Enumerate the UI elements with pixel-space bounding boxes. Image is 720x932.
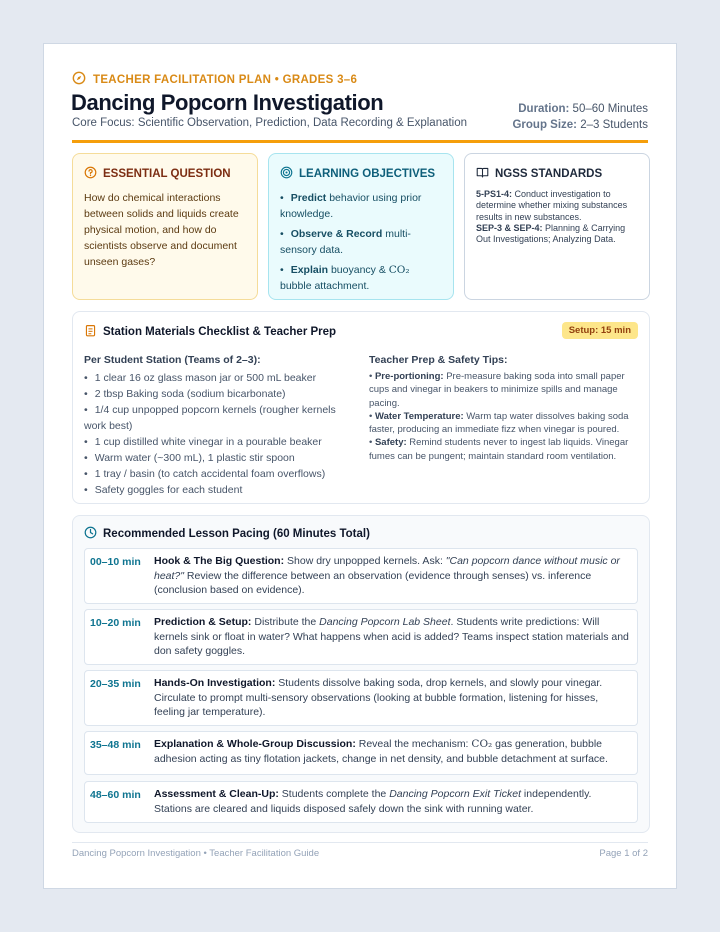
step-title: Assessment & Clean-Up: bbox=[154, 788, 279, 800]
tip-text: Warm tap water dissolves baking soda faster, producing an immediate fizz when vinegar is poured. bbox=[369, 410, 629, 436]
kicker bbox=[72, 71, 357, 88]
step-emphasis: Dancing Popcorn Exit Ticket bbox=[389, 788, 522, 800]
pacing-step bbox=[84, 731, 638, 775]
step-time: 10–20 min bbox=[90, 617, 141, 629]
step-text: gas generation, bubble adhesion acting as tiny flotation jackets, change in net density, and bubble detachment at surface. bbox=[154, 738, 608, 765]
step-text: Reveal the mechanism: bbox=[355, 738, 472, 750]
tip-label: Water Temperature: bbox=[374, 410, 464, 422]
teacher-prep bbox=[369, 354, 639, 463]
materials-list bbox=[84, 370, 354, 498]
step-emphasis: "Can popcorn dance without music or heat?" bbox=[154, 555, 620, 582]
prep-heading: Teacher Prep & Safety Tips: bbox=[369, 354, 508, 366]
step-text: Review the difference between an observation (evidence through senses) vs. inference (conclusion based on evidence). bbox=[154, 569, 592, 596]
pacing-heading bbox=[84, 526, 638, 542]
objective-verb: Predict bbox=[290, 192, 327, 204]
materials-title: Station Materials Checklist & Teacher Prep bbox=[103, 326, 337, 338]
step-time: 48–60 min bbox=[90, 789, 141, 801]
step-time: 35–48 min bbox=[90, 739, 141, 751]
learning-objectives-title: LEARNING OBJECTIVES bbox=[299, 168, 436, 180]
page-footer bbox=[72, 842, 648, 859]
step-description bbox=[154, 787, 630, 816]
co2-formula: CO₂ bbox=[388, 264, 410, 276]
list-item: • 1 clear 16 oz glass mason jar or 500 mL beaker bbox=[84, 370, 354, 386]
standard-code: SEP-3 & SEP-4: bbox=[476, 222, 543, 233]
kicker-text: TEACHER FACILITATION PLAN • GRADES 3–6 bbox=[93, 73, 358, 86]
question-icon bbox=[84, 166, 97, 182]
ngss-standards-card bbox=[464, 153, 650, 300]
materials-card bbox=[72, 311, 650, 504]
objective-verb: Observe & Record bbox=[290, 228, 383, 240]
ngss-heading bbox=[476, 166, 638, 182]
target-icon bbox=[280, 166, 293, 182]
objective-text: multi-sensory data. bbox=[280, 228, 411, 256]
step-description bbox=[154, 676, 630, 720]
essential-question-title: ESSENTIAL QUESTION bbox=[103, 168, 231, 180]
duration-label: Duration: bbox=[518, 103, 570, 115]
pacing-step bbox=[84, 548, 638, 604]
pacing-step bbox=[84, 781, 638, 823]
standard-code: 5-PS1-4: bbox=[476, 189, 513, 199]
list-item: • 1/4 cup unpopped popcorn kernels (rougher kernels work best) bbox=[84, 402, 354, 434]
essential-question-heading bbox=[84, 166, 246, 182]
co2-formula: CO₂ bbox=[471, 738, 493, 750]
step-title: Hook & The Big Question: bbox=[154, 555, 285, 567]
pacing-step bbox=[84, 609, 638, 665]
clock-icon bbox=[84, 526, 97, 542]
objective-item bbox=[280, 190, 442, 222]
step-title: Hands-On Investigation: bbox=[154, 677, 276, 689]
group-size-label: Group Size: bbox=[512, 119, 578, 131]
ngss-text bbox=[476, 189, 638, 245]
setup-time-badge: Setup: 15 min bbox=[562, 322, 638, 339]
objective-text: buoyancy & bbox=[328, 264, 389, 276]
essential-question-card bbox=[72, 153, 258, 300]
clipboard-icon bbox=[84, 324, 97, 340]
accent-divider bbox=[72, 140, 648, 143]
station-heading: Per Student Station (Teams of 2–3): bbox=[84, 354, 261, 366]
step-description bbox=[154, 554, 630, 598]
standard-text: Planning & Carrying Out Investigations; Analyzing Data. bbox=[476, 222, 626, 245]
step-title: Explanation & Whole-Group Discussion: bbox=[154, 738, 356, 750]
station-materials bbox=[84, 354, 354, 498]
tip-label: Safety: bbox=[374, 437, 407, 449]
step-text: Students dissolve baking soda, drop kernels, and slowly pour vinegar. Circulate to prompt multi-sensory observations (looking at bubble formation, listening for hisses, feeling jar temperature). bbox=[154, 677, 603, 718]
meta-info bbox=[512, 101, 648, 133]
step-text: Distribute the bbox=[251, 616, 320, 628]
duration bbox=[512, 101, 648, 117]
compass-icon bbox=[72, 71, 86, 88]
pacing-step bbox=[84, 670, 638, 726]
step-text: . Students write predictions: Will kernels sink or float in water? What happens when acid is added? Teams inspect station materials and don safety goggles. bbox=[154, 616, 629, 657]
pacing-title: Recommended Lesson Pacing (60 Minutes Total) bbox=[103, 528, 370, 540]
objective-verb: Explain bbox=[290, 264, 329, 276]
essential-question-text: How do chemical interactions between solids and liquids create physical motion, and how do scientists observe and document unseen gases? bbox=[84, 192, 239, 268]
step-text: independently. Stations are cleared and liquids disposed safely down the sink with running water. bbox=[154, 788, 592, 815]
page-title: Dancing Popcorn Investigation bbox=[71, 90, 384, 115]
duration-value: 50–60 Minutes bbox=[572, 103, 648, 115]
prep-tips bbox=[369, 370, 639, 463]
document-page bbox=[43, 43, 677, 889]
footer-title: Dancing Popcorn Investigation • Teacher Facilitation Guide bbox=[72, 848, 320, 859]
step-time: 00–10 min bbox=[90, 556, 141, 568]
list-item: • Safety goggles for each student bbox=[84, 482, 354, 498]
step-text: Show dry unpopped kernels. Ask: bbox=[284, 555, 446, 567]
group-size bbox=[512, 117, 648, 133]
objective-item bbox=[280, 262, 442, 294]
objectives-list bbox=[280, 190, 442, 294]
objective-text: bubble attachment. bbox=[280, 280, 370, 292]
book-icon bbox=[476, 166, 489, 182]
tip-item: • Water Temperature: Warm tap water dissolves baking soda faster, producing an immediate fizz when vinegar is poured. bbox=[369, 410, 629, 436]
step-title: Prediction & Setup: bbox=[154, 616, 252, 628]
list-item: • Warm water (~300 mL), 1 plastic stir spoon bbox=[84, 450, 354, 466]
page-subtitle: Core Focus: Scientific Observation, Prediction, Data Recording & Explanation bbox=[72, 117, 468, 129]
page-number: Page 1 of 2 bbox=[599, 848, 648, 859]
lesson-pacing-card bbox=[72, 515, 650, 833]
tip-item: • Safety: Remind students never to ingest lab liquids. Vinegar fumes can be pungent; maintain standard room ventilation. bbox=[369, 437, 629, 462]
tip-item: • Pre-portioning: Pre-measure baking soda into small paper cups and vinegar in beakers to minimize spills and manage pacing. bbox=[369, 371, 625, 409]
objective-item bbox=[280, 226, 442, 258]
step-description bbox=[154, 737, 630, 766]
tip-label: Pre-portioning: bbox=[374, 371, 444, 382]
step-emphasis: Dancing Popcorn Lab Sheet bbox=[319, 616, 451, 628]
step-text: Students complete the bbox=[278, 788, 390, 800]
objective-text: behavior using prior knowledge. bbox=[280, 192, 422, 220]
group-size-value: 2–3 Students bbox=[580, 119, 648, 131]
learning-objectives-heading bbox=[280, 166, 442, 182]
tip-text: Pre-measure baking soda into small paper cups and vinegar in beakers to minimize spills and manage pacing. bbox=[369, 371, 625, 409]
step-description bbox=[154, 615, 630, 659]
step-time: 20–35 min bbox=[90, 678, 141, 690]
materials-heading bbox=[84, 324, 638, 340]
tip-text: Remind students never to ingest lab liquids. Vinegar fumes can be pungent; maintain standard room ventilation. bbox=[369, 437, 629, 462]
list-item: • 2 tbsp Baking soda (sodium bicarbonate) bbox=[84, 386, 354, 402]
ngss-title: NGSS STANDARDS bbox=[495, 168, 603, 180]
learning-objectives-card bbox=[268, 153, 454, 300]
list-item: • 1 tray / basin (to catch accidental foam overflows) bbox=[84, 466, 354, 482]
standard-text: Conduct investigation to determine whether mixing substances results in new substances. bbox=[476, 189, 628, 222]
list-item: • 1 cup distilled white vinegar in a pourable beaker bbox=[84, 434, 354, 450]
